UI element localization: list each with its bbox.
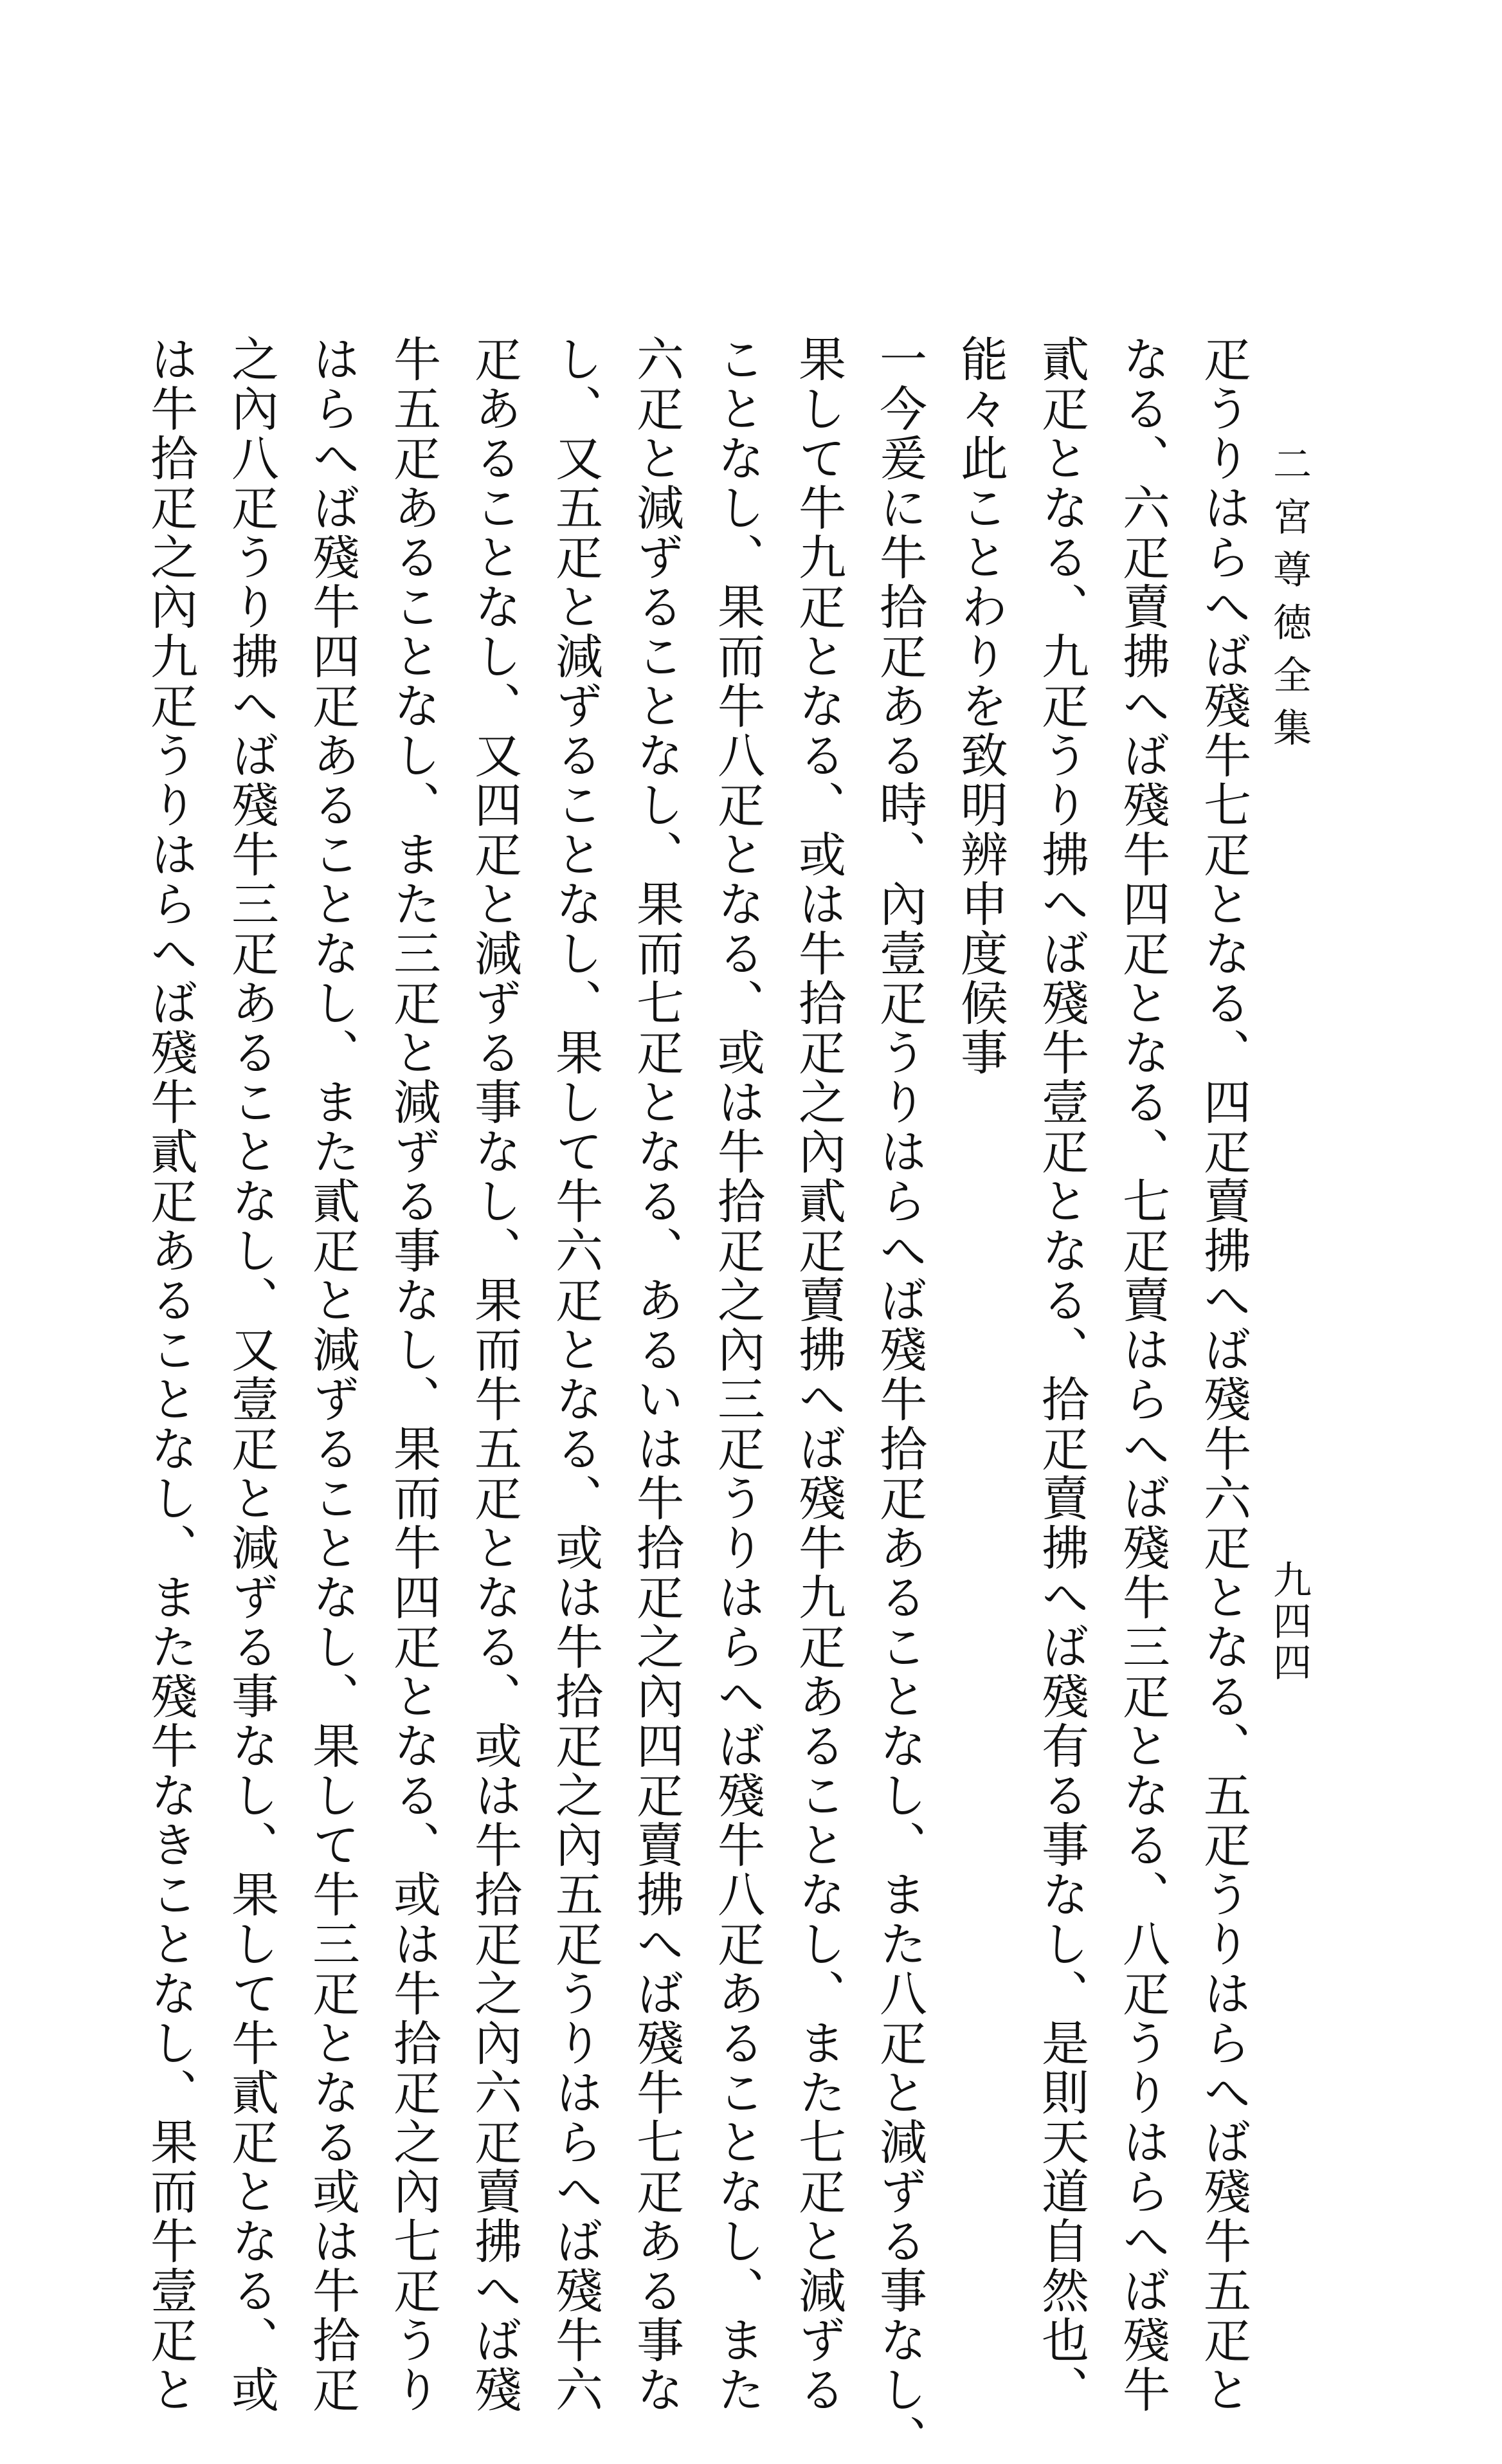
running-header-title: 二宮尊徳全集 <box>1267 444 1312 760</box>
text-line: 之內八疋うり拂へば殘牛三疋あることなし、又壹疋と減ずる事なし、果して牛貳疋となる、或 <box>224 334 279 2414</box>
text-line: はらへば殘牛四疋あることなし、また貳疋と減ずることなし、果して牛三疋となる或は牛拾疋 <box>305 334 360 2414</box>
text-line: 疋うりはらへば殘牛七疋となる、四疋賣拂へば殘牛六疋となる、五疋うりはらへば殘牛五疋と <box>1196 334 1251 2414</box>
text-line: 貳疋となる、九疋うり拂へば殘牛壹疋となる、拾疋賣拂へば殘有る事なし、是則天道自然也、 <box>1034 334 1089 2414</box>
text-line: 一今爰に牛拾疋ある時、內壹疋うりはらへば殘牛拾疋あることなし、また八疋と減ずる事なし、 <box>872 334 927 2464</box>
text-line: し、又五疋と減ずることなし、果して牛六疋となる、或は牛拾疋之內五疋うりはらへば殘牛六 <box>548 334 603 2414</box>
body-text <box>130 334 1264 2464</box>
text-line: 疋あることなし、又四疋と減ずる事なし、果而牛五疋となる、或は牛拾疋之內六疋賣拂へば殘 <box>467 334 522 2414</box>
text-line: は牛拾疋之內九疋うりはらへば殘牛貳疋あることなし、また殘牛なきことなし、果而牛壹疋と <box>143 334 198 2414</box>
page-number: 九四四 <box>1267 1560 1312 1683</box>
text-line: ことなし、果而牛八疋となる、或は牛拾疋之內三疋うりはらへば殘牛八疋あることなし、また <box>710 334 765 2414</box>
text-line: 果して牛九疋となる、或は牛拾疋之內貳疋賣拂へば殘牛九疋あることなし、また七疋と減ずる <box>791 334 846 2414</box>
text-line: 牛五疋あることなし、また三疋と減ずる事なし、果而牛四疋となる、或は牛拾疋之內七疋うり <box>386 334 441 2414</box>
text-line: 六疋と減ずることなし、果而七疋となる、あるいは牛拾疋之內四疋賣拂へば殘牛七疋ある事な <box>629 334 684 2414</box>
text-line: なる、六疋賣拂へば殘牛四疋となる、七疋賣はらへば殘牛三疋となる、八疋うりはらへば殘牛 <box>1115 334 1170 2414</box>
text-line: 能々此ことわりを致明辨申度候事 <box>953 334 1008 1077</box>
